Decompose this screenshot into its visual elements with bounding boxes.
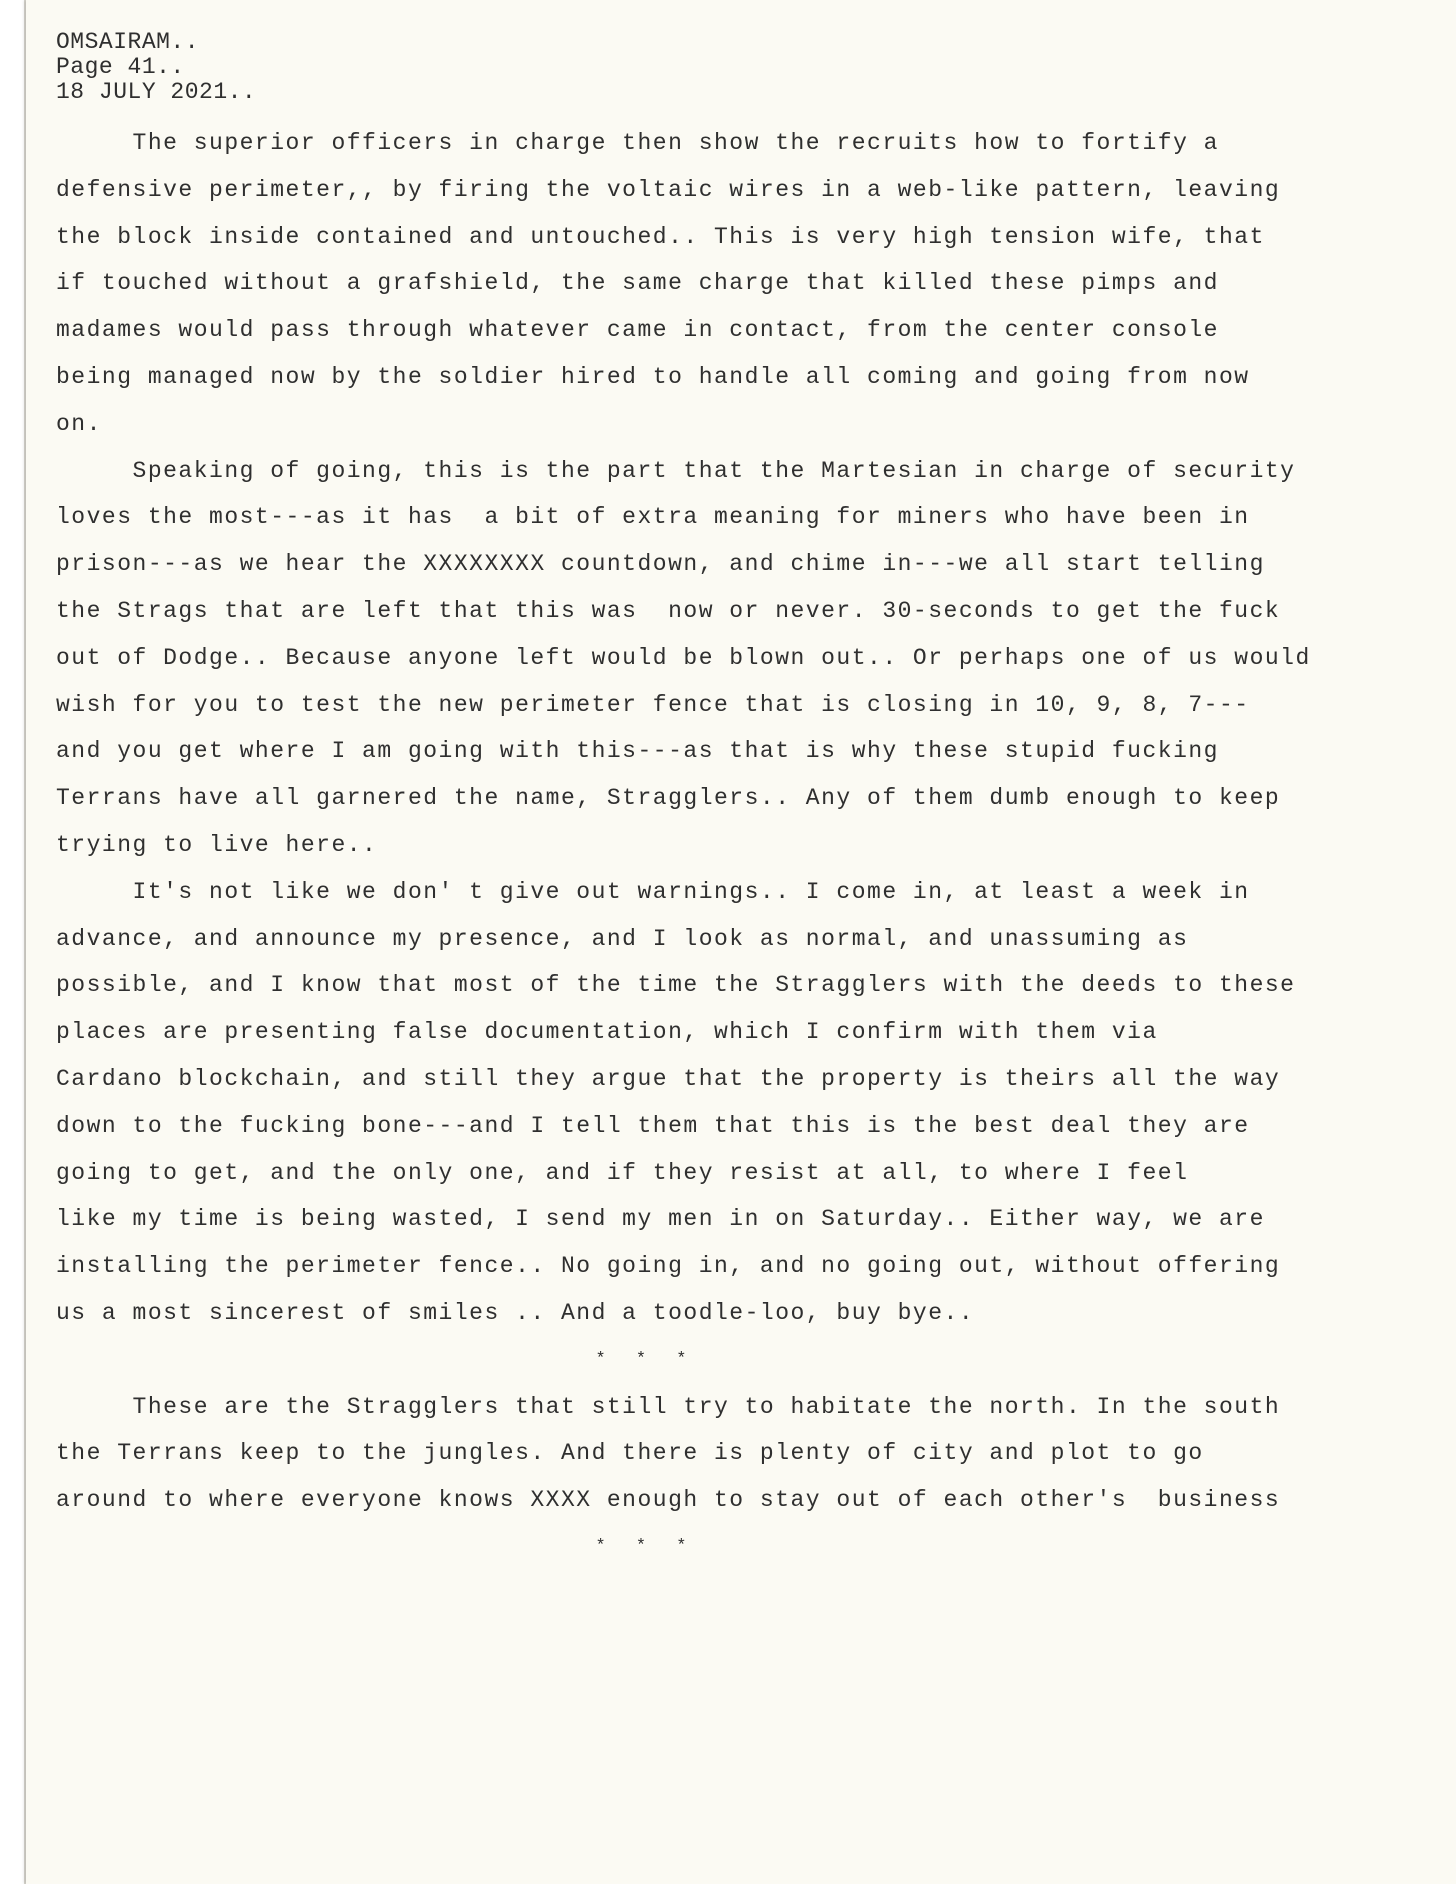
- text-line: the block inside contained and untouched.. This is very high tension wife, that: [56, 223, 1265, 250]
- page-header: [56, 30, 256, 105]
- section-separator: * * *: [595, 1349, 697, 1369]
- text-line: places are presenting false documentation, which I confirm with them via: [56, 1019, 1158, 1046]
- text-line: on.: [56, 410, 102, 437]
- text-line: These are the Stragglers that still try to habitate the north. In the south: [56, 1393, 1281, 1420]
- text-line: if touched without a grafshield, the same charge that killed these pimps and: [56, 270, 1219, 297]
- text-line: and you get where I am going with this---as that is why these stupid fucking: [56, 738, 1219, 765]
- typewritten-page: [26, 0, 1456, 1884]
- text-line: the Terrans keep to the jungles. And there is plenty of city and plot to go: [56, 1440, 1204, 1467]
- text-line: Terrans have all garnered the name, Stragglers.. Any of them dumb enough to keep: [56, 785, 1281, 812]
- text-line: down to the fucking bone---and I tell them that this is the best deal they are: [56, 1112, 1250, 1139]
- text-line: being managed now by the soldier hired to handle all coming and going from now: [56, 363, 1250, 390]
- header-date: 18 JULY 2021..: [56, 79, 257, 105]
- text-line: wish for you to test the new perimeter fence that is closing in 10, 9, 8, 7---: [56, 691, 1250, 718]
- text-line: The superior officers in charge then show the recruits how to fortify a: [56, 130, 1219, 156]
- text-line: defensive perimeter,, by firing the voltaic wires in a web-like pattern, leaving: [56, 176, 1281, 203]
- text-line: around to where everyone knows XXXX enough to stay out of each other's business: [56, 1487, 1281, 1514]
- text-line: madames would pass through whatever came in contact, from the center console: [56, 317, 1219, 344]
- text-line: installing the perimeter fence.. No going in, and no going out, without offering: [56, 1253, 1281, 1280]
- text-line: possible, and I know that most of the time the Stragglers with the deeds to these: [56, 972, 1296, 999]
- text-line: like my time is being wasted, I send my men in on Saturday.. Either way, we are: [56, 1206, 1265, 1233]
- header-page-number: Page 41..: [56, 54, 185, 80]
- text-line: the Strags that are left that this was now or never. 30-seconds to get the fuck: [56, 597, 1281, 624]
- text-line: going to get, and the only one, and if they resist at all, to where I feel: [56, 1159, 1189, 1186]
- text-line: us a most sincerest of smiles .. And a toodle-loo, buy bye..: [56, 1299, 975, 1326]
- section-separator: * * *: [595, 1536, 697, 1556]
- text-line: Speaking of going, this is the part that the Martesian in charge of security: [56, 457, 1296, 484]
- text-line: out of Dodge.. Because anyone left would be blown out.. Or perhaps one of us would: [56, 644, 1311, 671]
- body-text: [56, 120, 1311, 1571]
- text-line: prison---as we hear the XXXXXXXX countdown, and chime in---we all start telling: [56, 551, 1265, 578]
- text-line: loves the most---as it has a bit of extra meaning for miners who have been in: [56, 504, 1250, 531]
- text-line: Cardano blockchain, and still they argue that the property is theirs all the way: [56, 1065, 1281, 1092]
- header-title: OMSAIRAM..: [56, 29, 200, 55]
- text-line: trying to live here..: [56, 831, 378, 858]
- text-line: It's not like we don' t give out warnings.. I come in, at least a week in: [56, 878, 1250, 905]
- text-line: advance, and announce my presence, and I look as normal, and unassuming as: [56, 925, 1189, 952]
